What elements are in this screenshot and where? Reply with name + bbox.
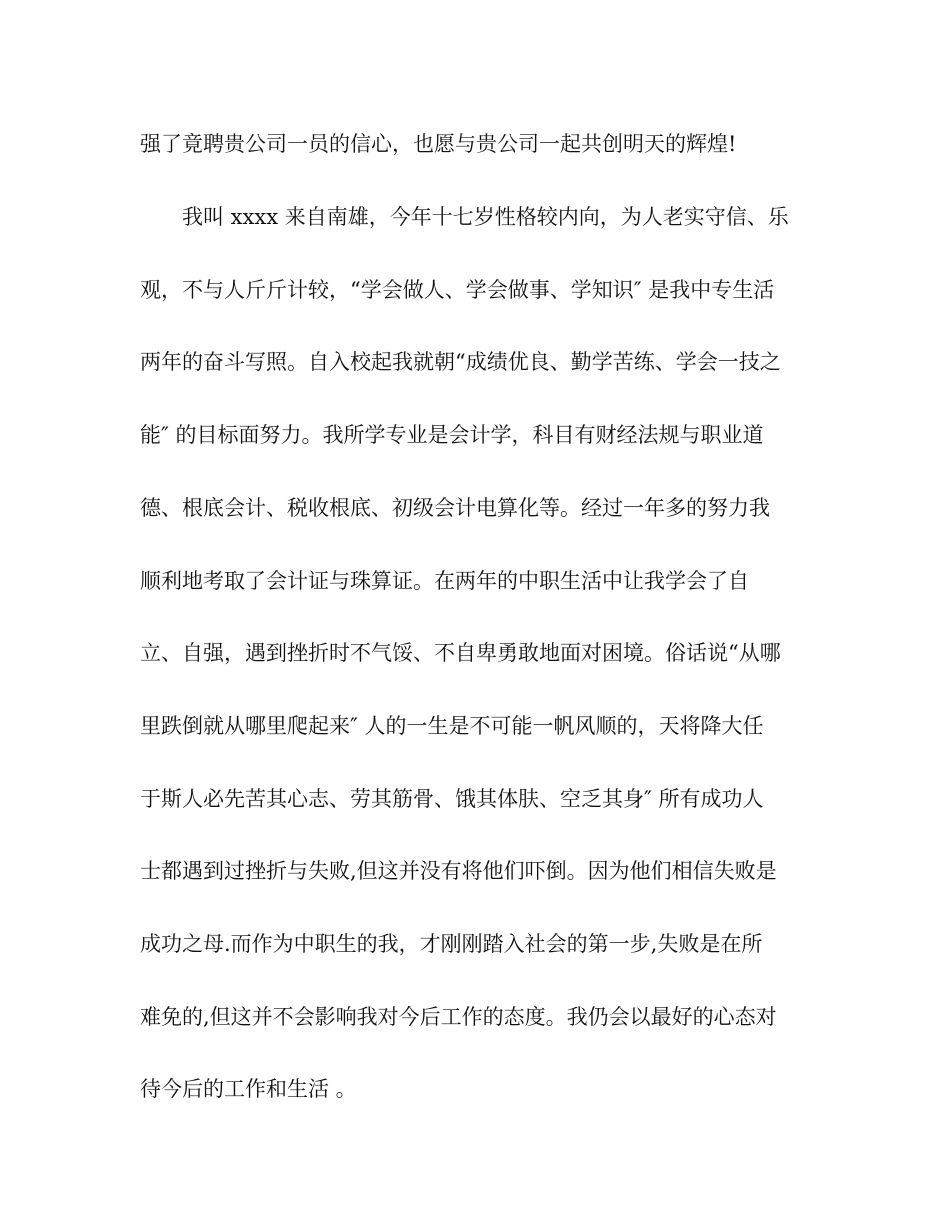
paragraph-line-4: 两年的奋斗写照。自入校起我就朝“成绩优良、勤学苦练、学会一技之 [140,350,781,374]
paragraph-line-6: 德、根底会计、税收根底、初级会计电算化等。经过一年多的努力我 [140,496,770,520]
paragraph-line-5: 能″ 的目标面努力。我所学专业是会计学，科目有财经法规与职业道 [140,423,764,447]
paragraph-line-14: 待今后的工作和生活 。 [140,1077,357,1101]
paragraph-line-12: 成功之母.而作为中职生的我，才刚刚踏入社会的第一步,失败是在所 [140,932,763,956]
paragraph-line-13: 难免的,但这并不会影响我对今后工作的态度。我仍会以最好的心态对 [140,1005,777,1029]
paragraph-line-7: 顺利地考取了会计证与珠算证。在两年的中职生活中让我学会了自 [140,569,749,593]
paragraph-line-1: 强了竟聘贵公司一员的信心，也愿与贵公司一起共创明天的辉煌! [140,132,737,156]
paragraph-line-10: 于斯人必先苦其心志、劳其筋骨、饿其体肤、空乏其身″ 所有成功人 [140,787,764,811]
paragraph-line-9: 里跌倒就从哪里爬起来″ 人的一生是不可能一帆风顺的，天将降大任 [140,714,764,738]
paragraph-line-11: 士都遇到过挫折与失败,但这并没有将他们吓倒。因为他们相信失败是 [140,859,777,883]
paragraph-line-8: 立、自强，遇到挫折时不气馁、不自卑勇敢地面对困境。俗话说“从哪 [140,641,781,665]
paragraph-line-2: 我叫 xxxx 来自南雄，今年十七岁性格较内向，为人老实守信、乐 [182,205,789,229]
paragraph-line-3: 观，不与人斤斤计较，“学会做人、学会做事、学知识″ 是我中专生活 [140,278,775,302]
